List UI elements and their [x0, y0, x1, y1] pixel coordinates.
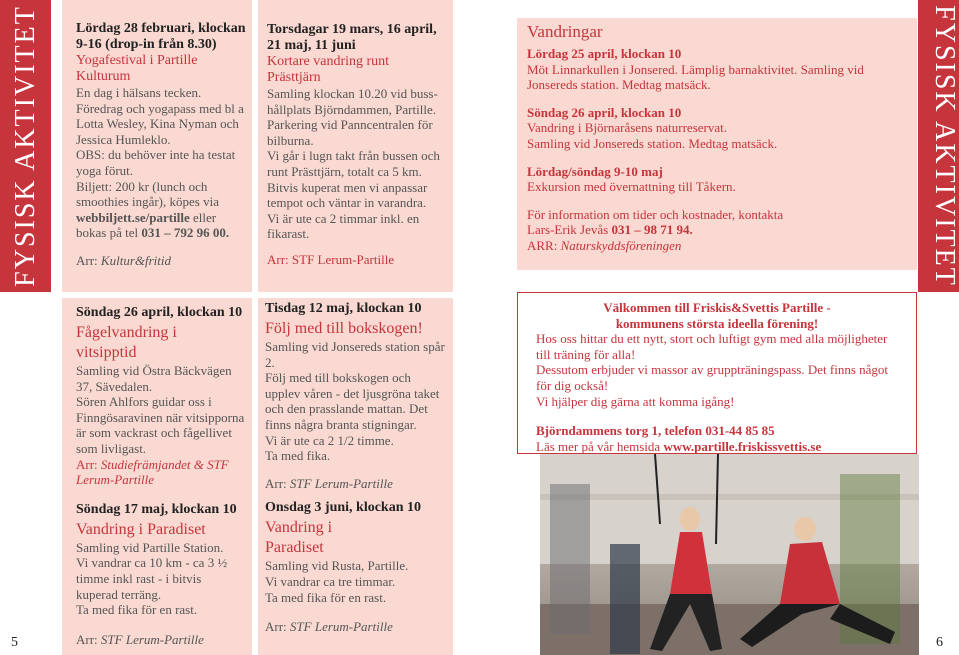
- event-organizer-2: Arr: STF Lerum-Partille: [265, 619, 393, 635]
- page-number-right: 6: [936, 635, 943, 650]
- website-line: Läs mer på vår hemsida www.partille.friskissvettis.se: [536, 438, 822, 454]
- side-title-left: FYSISK AKTIVITET: [9, 5, 41, 287]
- section-heading: Vandringar: [527, 22, 603, 41]
- event-title-2: Vandring i: [265, 519, 333, 537]
- event-venue: Kulturum: [76, 69, 131, 84]
- ticket-link[interactable]: webbiljett.se/partille: [76, 209, 190, 225]
- event-date-2: Onsdag 3 juni, klockan 10: [265, 500, 421, 516]
- event-title-cont: Prästtjärn: [267, 70, 321, 85]
- friskis-svettis-info: [517, 292, 917, 454]
- event-fagelvandring: [62, 298, 252, 655]
- event-description-2: Samling vid Rusta, Partille. Vi vandrar ca tre timmar. Ta med fika för en rast.: [265, 558, 409, 605]
- contact-person: Lars-Erik Jevås 031 – 98 71 94.: [527, 222, 693, 238]
- event-date: Torsdagar 19 mars, 16 april,: [267, 22, 437, 37]
- event-organizer: Arr: STF Lerum-Partille: [267, 251, 395, 267]
- gym-photo: [540, 454, 919, 655]
- event-title-2: Vandring i Paradiset: [76, 520, 206, 538]
- event-organizer: ARR: Naturskyddsföreningen: [527, 237, 682, 253]
- event-title: Yogafestival i Partille: [76, 53, 198, 68]
- address: Björndammens torg 1, telefon 031-44 85 85: [536, 423, 775, 439]
- welcome-subtitle: kommunens största ideella förening!: [615, 315, 819, 331]
- hike-1-title: Lördag 25 april, klockan 10: [527, 46, 682, 61]
- event-time: 9-16 (drop-in från 8.30): [76, 37, 217, 52]
- website-link[interactable]: www.partille.friskissvettis.se: [663, 438, 822, 454]
- hike-2-title: Söndag 26 april, klockan 10: [527, 104, 682, 120]
- event-prasttjarn: [258, 0, 453, 292]
- page-number-left: 5: [11, 635, 18, 650]
- hike-3-title: Lördag/söndag 9-10 maj: [527, 163, 663, 179]
- event-description-2: Samling vid Partille Station. Vi vandrar ca 10 km - ca 3 ½ timme inkl rast - i bitvis kuperad terräng. Ta med fika för en rast.: [76, 539, 228, 618]
- event-date-cont: 21 maj, 11 juni: [267, 38, 356, 53]
- event-title-cont: vitsipptid: [76, 344, 137, 361]
- event-description: En dag i hälsans tecken. Föredrag och yogapass med bl a Lotta Wesley, Kina Nyman och Jessica Humleklo. OBS: du behöver inte ha testat yoga förut. Biljett: 200 kr (lunch och smoothies ingår), köpes via webbiljett.se/partille eller bokas på tel 031 – 792 96 00.: [76, 85, 244, 241]
- hike-3-details: Exkursion med övernattning till Tåkern.: [527, 179, 736, 195]
- event-description: Samling vid Östra Bäckvägen 37, Sävedalen. Sören Ahlfors guidar oss i Finngösaravinen när vitsipporna är som vackrast och fågellivet som livligast.: [76, 363, 245, 456]
- event-title-2-cont: Paradiset: [265, 539, 324, 557]
- event-description: Samling vid Jonsereds station spår 2. Följ med till bokskogen och upplev våren - det ljusgröna taket och den prasslande mattan. Det finns några branta stigningar. Vi är ute ca 2 1/2 timme. Ta med fika.: [265, 339, 445, 464]
- event-title: Kortare vandring runt: [267, 54, 390, 69]
- event-date: Tisdag 12 maj, klockan 10: [265, 301, 422, 316]
- event-organizer-2: Arr: STF Lerum-Partille: [76, 631, 204, 647]
- event-vandringar: [517, 18, 917, 270]
- side-title-right: FYSISK AKTIVITET: [928, 5, 959, 287]
- welcome-text: Hos oss hittar du ett nytt, stort och luftigt gym med alla möjligheter till träning för alla! Dessutom erbjuder vi massor av gruppträningspass. Det finns något för dig också! Vi hjälper dig gärna att komma igång!: [536, 331, 889, 409]
- hike-2-details: Vandring i Björnaråsens naturreservat. Samling vid Jonsereds station. Medtag matsäck.: [527, 120, 778, 151]
- welcome-title: Välkommen till Friskis&Svettis Partille -: [603, 300, 831, 315]
- event-title: Följ med till bokskogen!: [265, 320, 423, 337]
- gym-photo-illustration: [540, 454, 919, 655]
- event-organizer: Arr: STF Lerum-Partille: [265, 475, 393, 491]
- event-date: Lördag 28 februari, klockan: [76, 21, 246, 36]
- hike-1-details: Möt Linnarkullen i Jonsered. Lämplig barnaktivitet. Samling vid Jonsereds station. Medtag matsäck.: [527, 61, 864, 93]
- event-date: Söndag 26 april, klockan 10: [76, 305, 243, 320]
- side-tab-left: [0, 0, 51, 292]
- booking-phone: 031 – 792 96 00.: [141, 225, 230, 241]
- event-yogafestival: [62, 0, 252, 292]
- event-title: Fågelvandring i: [76, 324, 177, 341]
- event-description: Samling klockan 10.20 vid buss- hållplats Björndammen, Partille. Parkering vid Panncentralen för bilburna. Vi går i lugn takt från bussen och runt Prästtjärn, totalt ca 5 km. Bitvis kuperat men vi anpassar tempot och väntar in varandra. Vi är ute ca 2 timmar inkl. en fikarast.: [267, 86, 440, 242]
- event-organizer: Arr: Studiefrämjandet & STF Lerum-Partille: [76, 456, 229, 488]
- event-date-2: Söndag 17 maj, klockan 10: [76, 501, 237, 517]
- event-organizer: Arr: Kultur&fritid: [76, 252, 171, 268]
- contact-info: För information om tider och kostnader, kontakta: [527, 206, 784, 222]
- side-tab-right: [918, 0, 959, 292]
- event-bokskogen: [258, 298, 453, 655]
